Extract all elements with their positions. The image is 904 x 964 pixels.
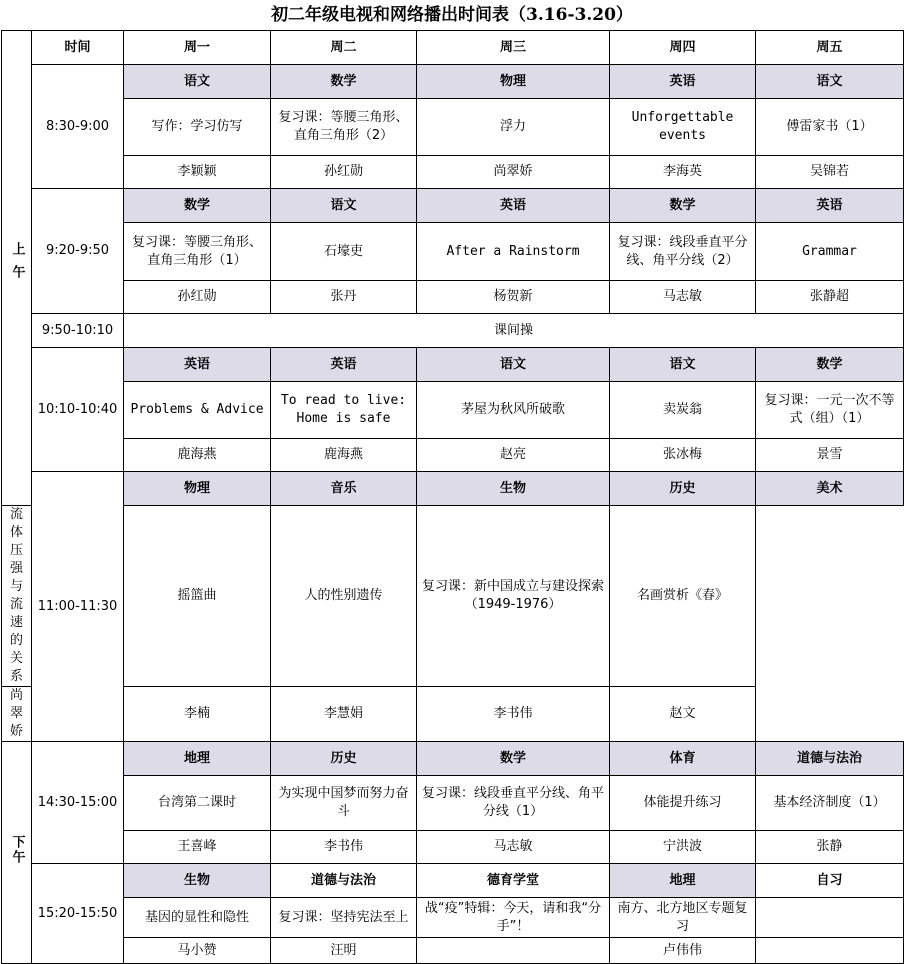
teacher-cell: 景雪 [756, 439, 904, 472]
topic-cell: 写作：学习仿写 [124, 99, 271, 156]
slot-subject-row [2, 348, 904, 382]
slot-time: 10:10-10:40 [32, 348, 124, 472]
teacher-cell [756, 938, 904, 964]
subject-cell: 道德与法治 [756, 742, 904, 776]
subject-cell: 音乐 [271, 472, 417, 506]
teacher-cell: 鹿海燕 [271, 439, 417, 472]
slot-topic-row [2, 382, 904, 439]
break-row [2, 314, 904, 348]
topic-cell: 名画赏析《春》 [610, 506, 756, 687]
topic-cell: 摇篮曲 [124, 506, 271, 687]
slot-time: 9:20-9:50 [32, 189, 124, 314]
teacher-cell: 宁洪波 [610, 831, 756, 864]
teacher-cell: 马志敏 [610, 281, 756, 314]
topic-cell: 为实现中国梦而努力奋斗 [271, 776, 417, 831]
schedule-table [1, 30, 904, 964]
teacher-cell: 张丹 [271, 281, 417, 314]
topic-cell: 复习课：一元一次不等式（组）（1） [756, 382, 904, 439]
break-label: 课间操 [124, 314, 904, 348]
subject-cell: 生物 [417, 472, 610, 506]
period-am-cell [2, 31, 32, 506]
subject-cell: 体育 [610, 742, 756, 776]
topic-cell: After a Rainstorm [417, 223, 610, 281]
teacher-cell: 孙红勋 [271, 156, 417, 189]
topic-cell: 茅屋为秋风所破歌 [417, 382, 610, 439]
break-time: 9:50-10:10 [32, 314, 124, 348]
topic-cell: 复习课：坚持宪法至上 [271, 898, 417, 938]
topic-cell: 人的性别遗传 [271, 506, 417, 687]
teacher-cell: 李颖颖 [124, 156, 271, 189]
teacher-cell: 李书伟 [417, 687, 610, 742]
subject-cell: 地理 [610, 864, 756, 898]
slot-teacher-row [2, 687, 904, 742]
topic-cell: 流体压强与流速的关系 [2, 506, 32, 687]
teacher-cell: 李书伟 [271, 831, 417, 864]
slot-topic-row [2, 898, 904, 938]
period-am-label: 上午 [9, 242, 25, 288]
subject-cell: 英语 [417, 189, 610, 223]
subject-cell: 美术 [756, 472, 904, 506]
subject-cell: 历史 [610, 472, 756, 506]
header-day-tue: 周二 [271, 31, 417, 65]
teacher-cell: 马志敏 [417, 831, 610, 864]
teacher-cell: 杨贺新 [417, 281, 610, 314]
slot-teacher-row [2, 938, 904, 964]
slot-topic-row [2, 99, 904, 156]
slot-teacher-row [2, 439, 904, 472]
teacher-cell: 张静 [756, 831, 904, 864]
topic-cell: 复习课：等腰三角形、直角三角形（1） [124, 223, 271, 281]
slot-teacher-row [2, 831, 904, 864]
teacher-cell: 马小赞 [124, 938, 271, 964]
topic-cell: Problems & Advice [124, 382, 271, 439]
topic-cell: 台湾第二课时 [124, 776, 271, 831]
subject-cell: 语文 [271, 189, 417, 223]
slot-time: 15:20-15:50 [32, 864, 124, 964]
topic-cell: 复习课：线段垂直平分线、角平分线（2） [610, 223, 756, 281]
page-title: 初二年级电视和网络播出时间表（3.16-3.20） [271, 5, 633, 25]
teacher-cell: 赵亮 [417, 439, 610, 472]
subject-cell: 英语 [124, 348, 271, 382]
subject-cell: 数学 [124, 189, 271, 223]
subject-cell: 数学 [756, 348, 904, 382]
topic-cell: 复习课：线段垂直平分线、角平分线（1） [417, 776, 610, 831]
topic-cell: 浮力 [417, 99, 610, 156]
subject-cell: 英语 [756, 189, 904, 223]
header-day-mon: 周一 [124, 31, 271, 65]
topic-cell: Unforgettable events [610, 99, 756, 156]
slot-subject-row [2, 472, 904, 506]
teacher-cell: 吴锦若 [756, 156, 904, 189]
topic-cell: 战“疫”特辑：今天，请和我“分手”！ [417, 898, 610, 938]
subject-cell: 物理 [417, 65, 610, 99]
subject-cell: 物理 [124, 472, 271, 506]
subject-cell: 生物 [124, 864, 271, 898]
topic-cell: 复习课：新中国成立与建设探索（1949-1976） [417, 506, 610, 687]
teacher-cell: 汪明 [271, 938, 417, 964]
subject-cell: 语文 [417, 348, 610, 382]
subject-cell: 英语 [610, 65, 756, 99]
header-day-wed: 周三 [417, 31, 610, 65]
slot-topic-row [2, 776, 904, 831]
topic-cell: To read to live: Home is safe [271, 382, 417, 439]
slot-subject-row [2, 864, 904, 898]
header-row [2, 31, 904, 65]
teacher-cell [417, 938, 610, 964]
period-pm-cell [2, 742, 32, 964]
topic-cell: 基本经济制度（1） [756, 776, 904, 831]
teacher-cell: 尚翠娇 [2, 687, 32, 742]
topic-cell: 基因的显性和隐性 [124, 898, 271, 938]
topic-cell: 卖炭翁 [610, 382, 756, 439]
period-pm-label: 下午 [9, 834, 25, 865]
topic-cell: 复习课：等腰三角形、直角三角形（2） [271, 99, 417, 156]
topic-cell [756, 898, 904, 938]
subject-cell: 德育学堂 [417, 864, 610, 898]
subject-cell: 数学 [271, 65, 417, 99]
header-day-thu: 周四 [610, 31, 756, 65]
subject-cell: 历史 [271, 742, 417, 776]
topic-cell: Grammar [756, 223, 904, 281]
header-day-fri: 周五 [756, 31, 904, 65]
teacher-cell: 张冰梅 [610, 439, 756, 472]
header-time: 时间 [32, 31, 124, 65]
slot-teacher-row [2, 281, 904, 314]
teacher-cell: 李海英 [610, 156, 756, 189]
teacher-cell: 尚翠娇 [417, 156, 610, 189]
teacher-cell: 李慧娟 [271, 687, 417, 742]
subject-cell: 英语 [271, 348, 417, 382]
teacher-cell: 王喜峰 [124, 831, 271, 864]
subject-cell: 语文 [610, 348, 756, 382]
subject-cell: 语文 [756, 65, 904, 99]
slot-time: 8:30-9:00 [32, 65, 124, 189]
subject-cell: 地理 [124, 742, 271, 776]
subject-cell: 数学 [417, 742, 610, 776]
teacher-cell: 李楠 [124, 687, 271, 742]
subject-cell: 语文 [124, 65, 271, 99]
teacher-cell: 卢伟伟 [610, 938, 756, 964]
teacher-cell: 鹿海燕 [124, 439, 271, 472]
topic-cell: 南方、北方地区专题复习 [610, 898, 756, 938]
slot-subject-row [2, 742, 904, 776]
teacher-cell: 赵文 [610, 687, 756, 742]
slot-subject-row [2, 65, 904, 99]
slot-topic-row [2, 506, 904, 687]
subject-cell: 道德与法治 [271, 864, 417, 898]
slot-time: 14:30-15:00 [32, 742, 124, 864]
slot-time: 11:00-11:30 [32, 472, 124, 742]
subject-cell: 数学 [610, 189, 756, 223]
subject-cell: 自习 [756, 864, 904, 898]
slot-teacher-row [2, 156, 904, 189]
topic-cell: 石壕吏 [271, 223, 417, 281]
teacher-cell: 张静超 [756, 281, 904, 314]
topic-cell: 傅雷家书（1） [756, 99, 904, 156]
teacher-cell: 孙红勋 [124, 281, 271, 314]
slot-topic-row [2, 223, 904, 281]
slot-subject-row [2, 189, 904, 223]
topic-cell: 体能提升练习 [610, 776, 756, 831]
